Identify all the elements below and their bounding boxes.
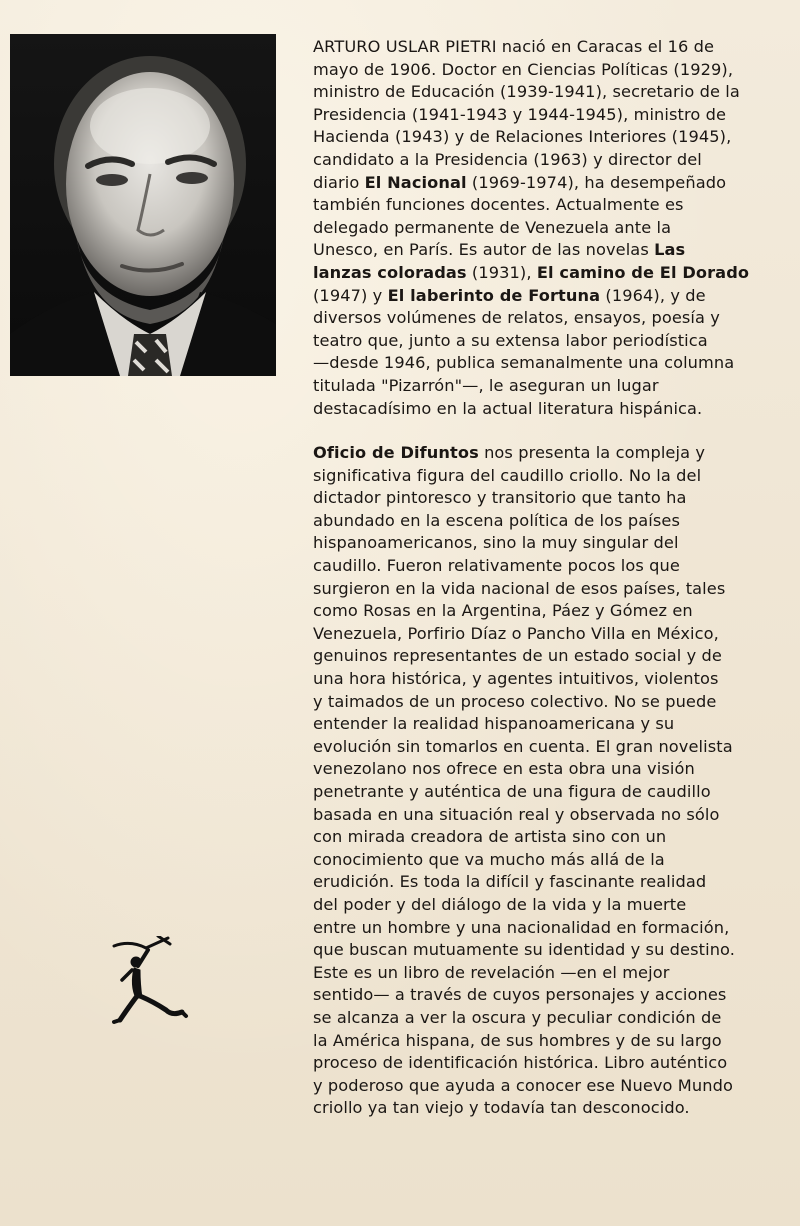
text-line: conocimiento que va mucho más allá de la bbox=[313, 849, 665, 869]
author-biography bbox=[313, 36, 788, 420]
text-line: evolución sin tomarlos en cuenta. El gran novelista bbox=[313, 736, 733, 756]
text-line: caudillo. Fueron relativamente pocos los que bbox=[313, 556, 680, 576]
text-line: Hacienda (1943) y de Relaciones Interiores (1945), bbox=[313, 127, 732, 147]
text-line: destacadísimo en la actual literatura hispánica. bbox=[313, 398, 703, 418]
text-line: surgieron en la vida nacional de esos países, tales bbox=[313, 578, 726, 598]
text-line: erudición. Es toda la difícil y fascinante realidad bbox=[313, 872, 707, 892]
author-portrait-photo bbox=[10, 34, 276, 376]
text-line: abundado en la escena política de los países bbox=[313, 510, 680, 530]
text-line: dictador pintoresco y transitorio que tanto ha bbox=[313, 488, 687, 508]
text-line: teatro que, junto a su extensa labor periodística bbox=[313, 330, 708, 350]
text-line: basada en una situación real y observada no sólo bbox=[313, 804, 720, 824]
text-line: candidato a la Presidencia (1963) y director del bbox=[313, 149, 702, 169]
bold-title: lanzas coloradas bbox=[313, 262, 467, 282]
text-line: lanzas coloradas (1931), El camino de El Dorado bbox=[313, 262, 750, 282]
text-line: Unesco, en París. Es autor de las novelas Las bbox=[313, 240, 686, 260]
text-line: ministro de Educación (1939-1941), secretario de la bbox=[313, 82, 740, 102]
text-line: delegado permanente de Venezuela ante la bbox=[313, 217, 672, 237]
text-line: (1947) y El laberinto de Fortuna (1964), y de bbox=[313, 285, 706, 305]
text-line: Oficio de Difuntos nos presenta la compleja y bbox=[313, 443, 706, 463]
text-line: y poderoso que ayuda a conocer ese Nuevo Mundo bbox=[313, 1075, 733, 1095]
text-column bbox=[313, 36, 788, 1120]
text-line: como Rosas en la Argentina, Páez y Gómez en bbox=[313, 601, 693, 621]
text-line: significativa figura del caudillo criollo. No la del bbox=[313, 465, 702, 485]
bold-title: El laberinto de Fortuna bbox=[387, 285, 601, 305]
text-line: con mirada creadora de artista sino con un bbox=[313, 827, 667, 847]
text-line: entre un hombre y una nacionalidad en formación, bbox=[313, 917, 730, 937]
text-line: genuinos representantes de un estado social y de bbox=[313, 646, 722, 666]
text-line: titulada "Pizarrón"—, le aseguran un lugar bbox=[313, 375, 659, 395]
text-line: también funciones docentes. Actualmente es bbox=[313, 195, 684, 215]
bold-title: Las bbox=[654, 240, 686, 260]
text-line: —desde 1946, publica semanalmente una columna bbox=[313, 353, 735, 373]
text-line: se alcanza a ver la oscura y peculiar condición de bbox=[313, 1007, 722, 1027]
book-summary bbox=[313, 442, 788, 1120]
text-line: la América hispana, de sus hombres y de su largo bbox=[313, 1030, 722, 1050]
publisher-logo-icon bbox=[110, 936, 190, 1028]
text-line: una hora histórica, y agentes intuitivos, violentos bbox=[313, 669, 719, 689]
bold-title: El Nacional bbox=[364, 172, 467, 192]
text-line: ARTURO USLAR PIETRI nació en Caracas el 16 de bbox=[313, 37, 715, 56]
text-line: mayo de 1906. Doctor en Ciencias Políticas (1929), bbox=[313, 59, 734, 79]
text-line: entender la realidad hispanoamericana y su bbox=[313, 714, 675, 734]
text-line: Este es un libro de revelación —en el mejor bbox=[313, 962, 670, 982]
text-line: proceso de identificación histórica. Libro auténtico bbox=[313, 1053, 728, 1073]
text-line: Venezuela, Porfirio Díaz o Pancho Villa en México, bbox=[313, 623, 719, 643]
text-line: diario El Nacional (1969-1974), ha desempeñado bbox=[313, 172, 727, 192]
bold-title: Oficio de Difuntos bbox=[313, 443, 479, 463]
text-line: que buscan mutuamente su identidad y su destino. bbox=[313, 940, 736, 960]
text-line: del poder y del diálogo de la vida y la muerte bbox=[313, 894, 687, 914]
text-line: Presidencia (1941-1943 y 1944-1945), ministro de bbox=[313, 104, 727, 124]
text-line: criollo ya tan viejo y todavía tan desconocido. bbox=[313, 1098, 690, 1118]
text-line: y taimados de un proceso colectivo. No se puede bbox=[313, 691, 717, 711]
text-line: hispanoamericanos, sino la muy singular del bbox=[313, 533, 679, 553]
text-line: sentido— a través de cuyos personajes y acciones bbox=[313, 985, 727, 1005]
text-line: diversos volúmenes de relatos, ensayos, poesía y bbox=[313, 308, 720, 328]
bold-title: El camino de El Dorado bbox=[536, 262, 750, 282]
text-line: penetrante y auténtica de una figura de caudillo bbox=[313, 782, 711, 801]
text-line: venezolano nos ofrece en esta obra una visión bbox=[313, 759, 695, 779]
